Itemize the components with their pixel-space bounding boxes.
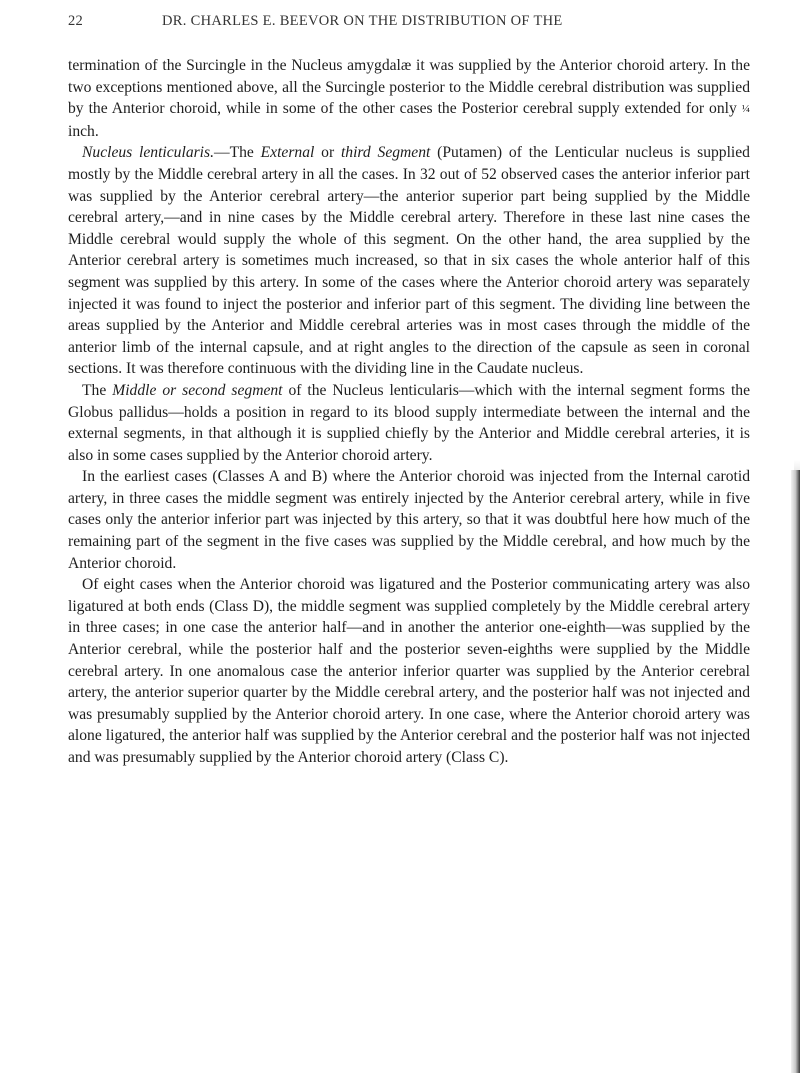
italic-text: Middle or second segment	[112, 381, 283, 399]
paragraph-middle-segment	[68, 380, 750, 466]
text-run: termination of the Surcingle in the Nucleus amygdalæ it was supplied by the Anterior choroid artery. In the two exceptions mentioned above, all the Surcingle posterior to the Middle cerebral distribution was supplied by the Anterior choroid, while in some of the other cases the Posterior cerebral supply extended for only	[68, 57, 750, 118]
text-run: The	[82, 381, 113, 399]
page-edge-shadow	[791, 470, 800, 1073]
text-run: of the Nucleus lenticularis—which with the internal segment forms the Globus pallidus—holds a position in regard to its blood supply intermediate between the internal and the external segments, in that although it is supplied chiefly by the Anterior and Middle cerebral arteries, it is also in some cases supplied by the Anterior choroid artery.	[68, 381, 750, 464]
paragraph-1	[68, 55, 750, 142]
paragraph-nucleus-lenticularis	[68, 142, 750, 380]
italic-text: Nucleus lenticularis.	[82, 144, 214, 162]
text-run: or	[314, 144, 341, 162]
paragraph-eight-cases	[68, 574, 750, 768]
fraction: ¼	[741, 103, 750, 116]
paragraph-earliest-cases	[68, 466, 750, 574]
text-run: Of eight cases when the Anterior choroid was ligatured and the Posterior communicating artery was also ligatured at both ends (Class D), the middle segment was supplied completely by the Middle cerebral artery in three cases; in one case the anterior half—and in another the anterior one-eighth—was supplied by the Anterior cerebral, while the posterior half and the posterior seven-eighths were supplied by the Middle cerebral artery. In one anomalous case the anterior inferior quarter was supplied by the Anterior cerebral artery, the anterior superior quarter by the Middle cerebral artery, and the posterior half was not injected and was presumably supplied by the Anterior choroid artery. In one case, where the Anterior choroid artery was alone ligatured, the anterior half was supplied by the Anterior cerebral and the posterior half was not injected and was presumably supplied by the Anterior choroid artery (Class C).	[68, 576, 750, 766]
italic-text: third Segment	[340, 144, 431, 162]
text-run: —The	[213, 144, 261, 162]
body-text	[68, 55, 750, 769]
text-run: (Putamen) of the Lenticular nucleus is supplied mostly by the Middle cerebral artery in all the cases. In 32 out of 52 observed cases the anterior inferior part was supplied by the Anterior cerebral artery—the anterior superior part being supplied by the Middle cerebral artery,—and in nine cases by the Middle cerebral artery. Therefore in these last nine cases the Middle cerebral would supply the whole of this segment. On the other hand, the area supplied by the Anterior cerebral artery is sometimes much increased, so that in six cases the whole anterior half of this segment was supplied by this artery. In some of the cases where the Anterior choroid artery was separately injected it was found to inject the posterior and inferior part of this segment. The dividing line between the areas supplied by the Anterior and Middle cerebral arteries was in most cases through the middle of the anterior limb of the internal capsule, and at right angles to the direction of the capsule as seen in coronal sections. It was therefore continuous with the dividing line in the Caudate nucleus.	[68, 144, 750, 378]
page-number: 22	[68, 13, 84, 29]
text-run: inch.	[68, 122, 99, 140]
running-title: DR. CHARLES E. BEEVOR ON THE DISTRIBUTION OF THE	[162, 13, 563, 29]
text-run: In the earliest cases (Classes A and B) where the Anterior choroid was injected from the Internal carotid artery, in three cases the middle segment was entirely injected by the Anterior cerebral artery, while in five cases only the anterior inferior part was injected by this artery, so that it was doubtful here how much of the remaining part of the segment in the five cases was supplied by the Middle cerebral, and how much by the Anterior choroid.	[68, 468, 750, 572]
italic-text: External	[260, 144, 315, 162]
